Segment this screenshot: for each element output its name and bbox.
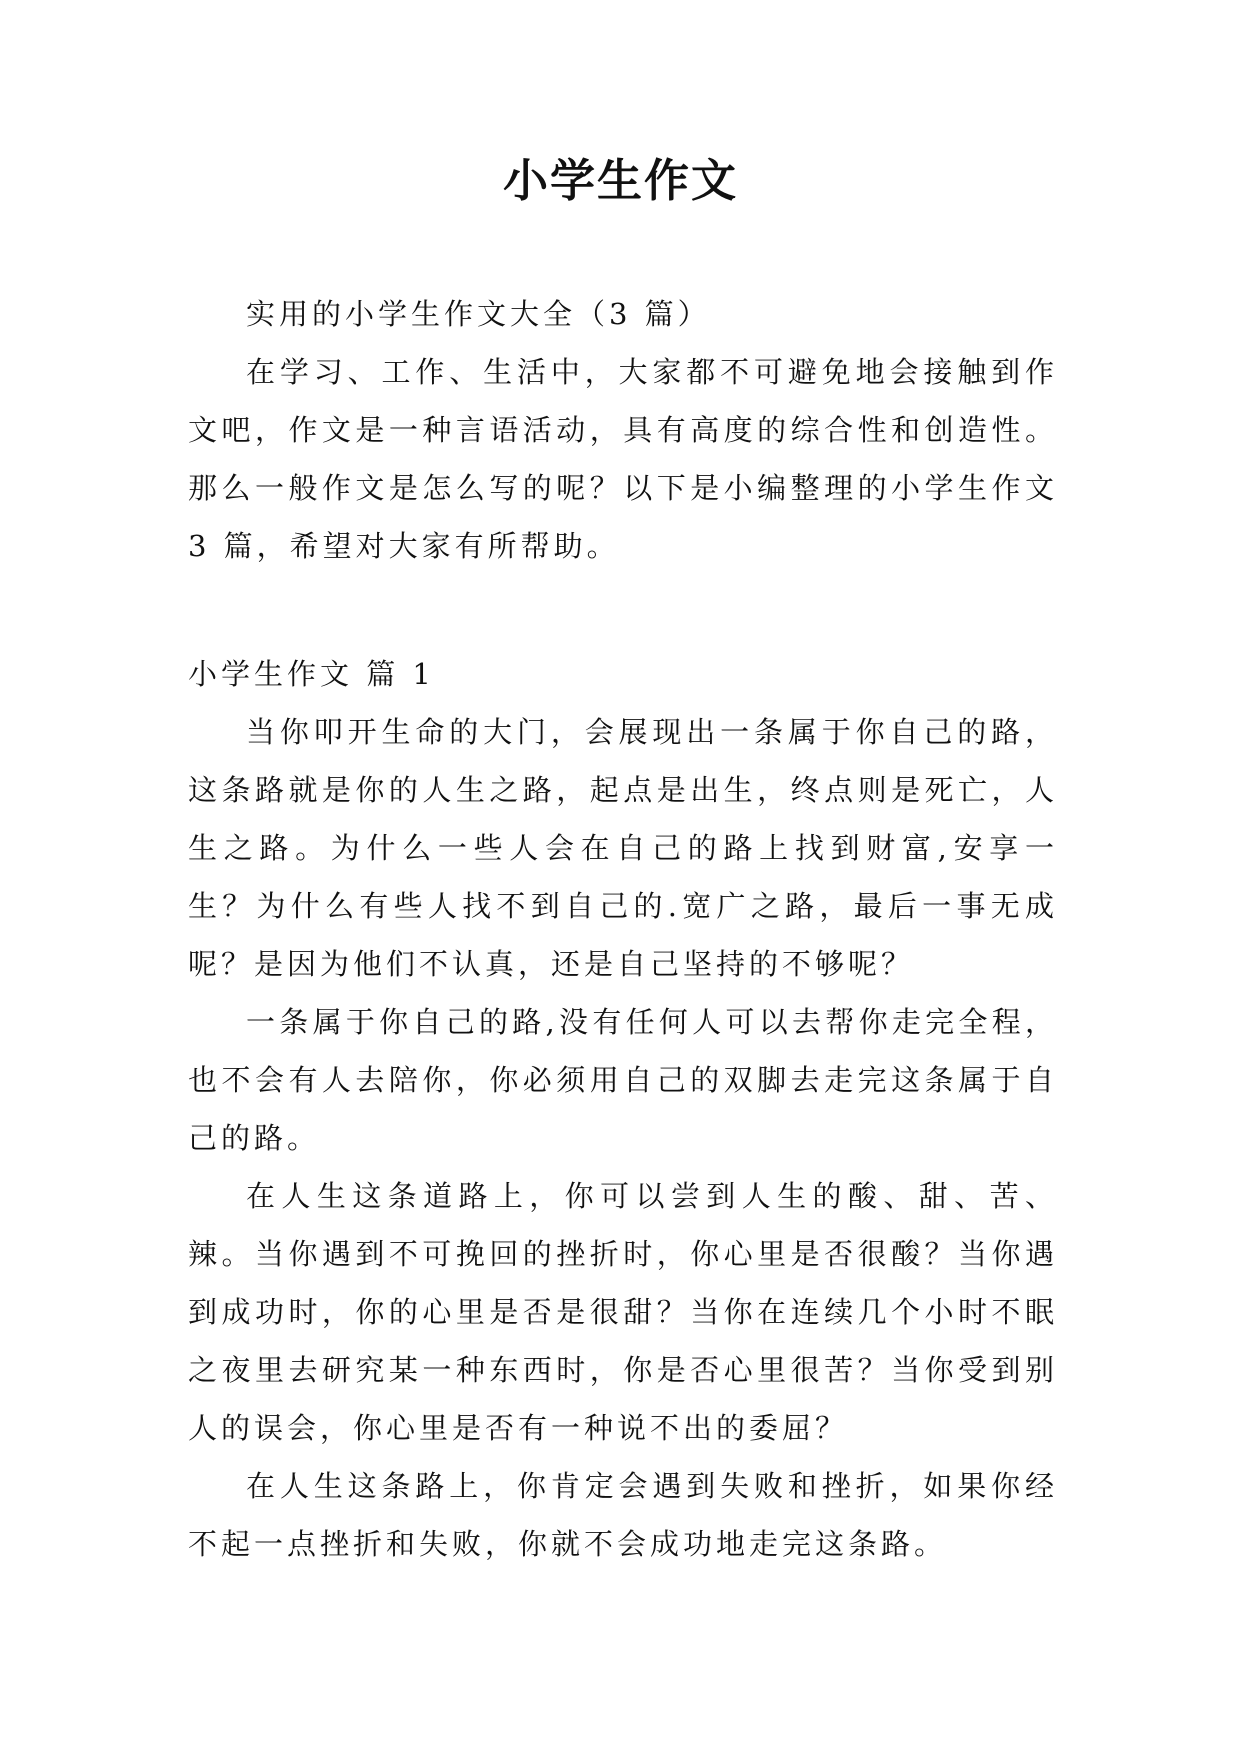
body-paragraph: 一条属于你自己的路,没有任何人可以去帮你走完全程，也不会有人去陪你，你必须用自己的双脚去走完这条属于自己的路。 — [188, 1005, 1058, 1155]
section-spacer — [188, 575, 1058, 645]
document-body — [188, 285, 1058, 1573]
body-paragraph: 在人生这条路上，你肯定会遇到失败和挫折，如果你经不起一点挫折和失败，你就不会成功地走完这条路。 — [188, 1469, 1058, 1561]
intro-paragraph: 在学习、工作、生活中，大家都不可避免地会接触到作文吧，作文是一种言语活动，具有高度的综合性和创造性。那么一般作文是怎么写的呢？以下是小编整理的小学生作文 3 篇，希望对大家有所帮助。 — [188, 355, 1058, 563]
body-paragraph: 当你叩开生命的大门，会展现出一条属于你自己的路，这条路就是你的人生之路，起点是出生，终点则是死亡，人生之路。为什么一些人会在自己的路上找到财富,安享一生？为什么有些人找不到自己的.宽广之路，最后一事无成呢？是因为他们不认真，还是自己坚持的不够呢？ — [188, 715, 1058, 981]
intro-heading: 实用的小学生作文大全（3 篇） — [246, 297, 711, 331]
body-paragraph: 在人生这条道路上，你可以尝到人生的酸、甜、苦、辣。当你遇到不可挽回的挫折时，你心里是否很酸？当你遇到成功时，你的心里是否是很甜？当你在连续几个小时不眠之夜里去研究某一种东西时，你是否心里很苦？当你受到别人的误会，你心里是否有一种说不出的委屈？ — [188, 1179, 1058, 1445]
section-heading: 小学生作文 篇 1 — [188, 657, 435, 691]
document-title: 小学生作文 — [502, 154, 738, 207]
